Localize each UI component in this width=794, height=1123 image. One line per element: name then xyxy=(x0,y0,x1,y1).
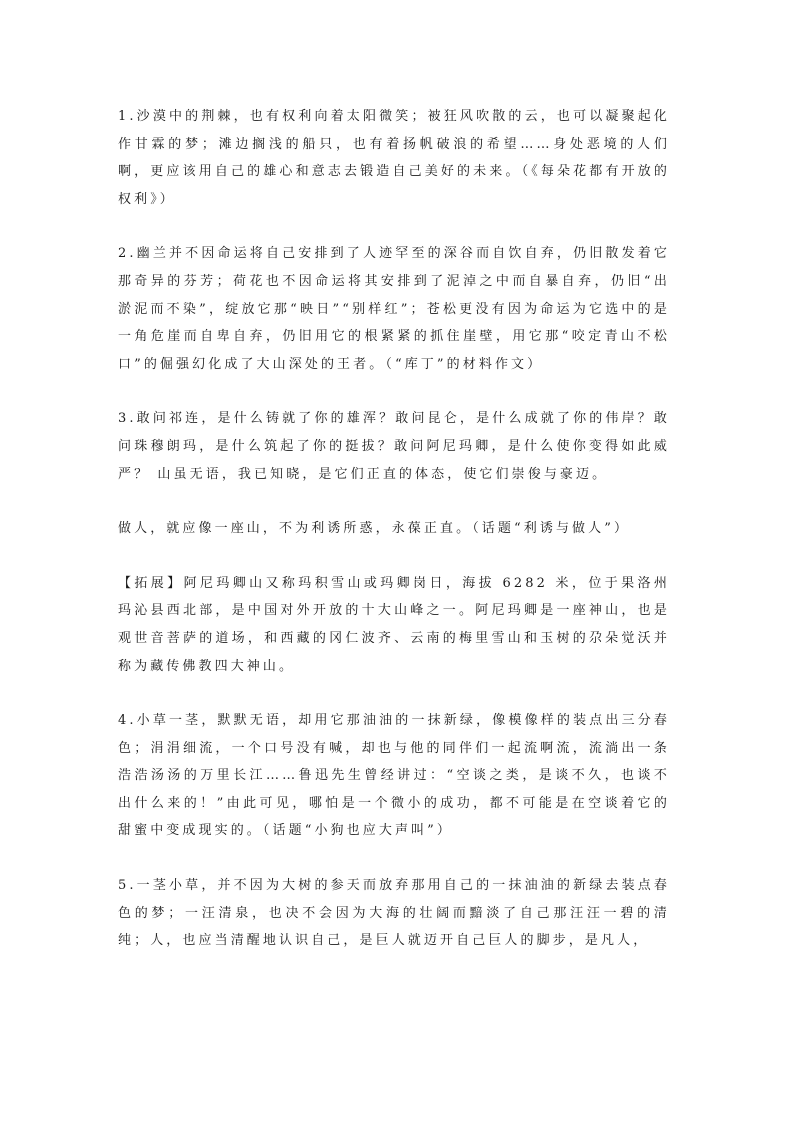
paragraph-1: 1.沙漠中的荆棘，也有权利向着太阳微笑；被狂风吹散的云，也可以凝聚起化作甘霖的梦；滩边搁浅的船只，也有着扬帆破浪的希望……身处恶境的人们啊，更应该用自己的雄心和意志去锻造自己美好的未来。（《每朵花都有开放的权利》） xyxy=(118,109,670,207)
paragraph-3: 3.敢问祁连，是什么铸就了你的雄浑？敢问昆仑，是什么成就了你的伟岸？敢问珠穆朗玛，是什么筑起了你的挺拔？敢问阿尼玛卿，是什么使你变得如此威严？ 山虽无语，我已知晓，是它们正直的体态，使它们崇俊与豪迈。 xyxy=(118,411,670,482)
document-body xyxy=(118,103,670,982)
paragraph-2: 2.幽兰并不因命运将自己安排到了人迹罕至的深谷而自饮自弃，仍旧散发着它那奇异的芬芳；荷花也不因命运将其安排到了泥淖之中而自暴自弃，仍旧“出淤泥而不染”，绽放它那“映日”“别样红”；苍松更没有因为命运为它选中的是一角危崖而自卑自弃，仍旧用它的根紧紧的抓住崖壁，用它那“咬定青山不松口”的倔强幻化成了大山深处的王者。（“库丁”的材料作文） xyxy=(118,246,670,372)
paragraph-5: 4.小草一茎，默默无语，却用它那油油的一抹新绿，像模像样的装点出三分春色；涓涓细流，一个口号没有喊，却也与他的同伴们一起流啊流，流淌出一条浩浩汤汤的万里长江……鲁迅先生曾经讲过：“空谈之类，是谈不久，也谈不出什么来的！”由此可见，哪怕是一个微小的成功，都不可能是在空谈着它的甜蜜中变成现实的。（话题“小狗也应大声叫”） xyxy=(118,713,670,839)
paragraph-expansion: 【拓展】阿尼玛卿山又称玛积雪山或玛卿岗日，海拔 6282 米，位于果洛州玛沁县西北部，是中国对外开放的十大山峰之一。阿尼玛卿是一座神山，也是观世音菩萨的道场，和西藏的冈仁波齐、云南的梅里雪山和玉树的尕朵觉沃并称为藏传佛教四大神山。 xyxy=(118,575,670,674)
paragraph-6: 5.一茎小草，并不因为大树的参天而放弃那用自己的一抹油油的新绿去装点春色的梦；一汪清泉，也决不会因为大海的壮阔而黯淡了自己那汪汪一碧的清纯；人，也应当清醒地认识自己，是巨人就迈开自己巨人的脚步，是凡人， xyxy=(118,878,670,949)
paragraph-4: 做人，就应像一座山，不为利诱所惑，永葆正直。（话题“利诱与做人”） xyxy=(118,521,631,537)
